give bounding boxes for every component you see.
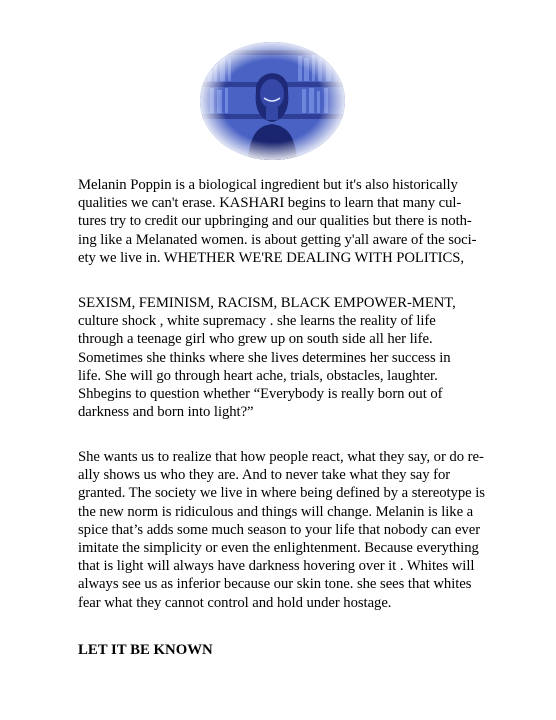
paragraph-line: spice that’s adds some much season to your life that nobody can ever (78, 521, 481, 538)
paragraph-line: ally shows us who they are. And to never take what they say for (78, 467, 451, 484)
paragraph-line: life. She will go through heart ache, trials, obstacles, laughter. (78, 367, 438, 384)
portrait-photo (200, 42, 345, 160)
paragraph-line: culture shock , white supremacy . she learns the reality of life (78, 313, 436, 330)
paragraph-themes (78, 294, 488, 421)
paragraph-line: qualities we can't erase. KASHARI begins to learn that many cul- (78, 195, 462, 212)
portrait-illustration (200, 42, 345, 160)
paragraph-line: fear what they cannot control and hold under hostage. (78, 594, 392, 611)
paragraph-intro (78, 176, 488, 267)
paragraph-line: imitate the simplicity or even the enlightenment. Because everything (78, 540, 479, 557)
paragraph-line: ety we live in. WHETHER WE'RE DEALING WITH POLITICS, (78, 249, 464, 266)
paragraph-line: through a teenage girl who grew up on south side all her life. (78, 331, 433, 348)
paragraph-message (78, 448, 488, 612)
paragraph-line: Sometimes she thinks where she lives determines her success in (78, 349, 451, 366)
paragraph-line: darkness and born into light?” (78, 404, 254, 421)
paragraph-line: SEXISM, FEMINISM, RACISM, BLACK EMPOWER-MENT, (78, 295, 456, 311)
paragraph-line: the new norm is ridiculous and things will change. Melanin is like a (78, 503, 474, 520)
paragraph-line: always see us as inferior because our skin tone. she sees that whites (78, 576, 472, 593)
paragraph-line: tures try to credit our upbringing and our qualities but there is noth- (78, 213, 472, 230)
paragraph-line: Melanin Poppin is a biological ingredient but it's also historically (78, 177, 458, 193)
paragraph-line: granted. The society we live in where being defined by a stereotype is (78, 485, 485, 502)
paragraph-line: ing like a Melanated women. is about getting y'all aware of the soci- (78, 231, 477, 248)
closing-heading: LET IT BE KNOWN (78, 642, 213, 658)
paragraph-line: She wants us to realize that how people react, what they say, or do re- (78, 449, 484, 465)
paragraph-line: Shbegins to question whether “Everybody is really born out of (78, 386, 443, 403)
paragraph-line: that is light will always have darkness hovering over it . Whites will (78, 558, 475, 575)
